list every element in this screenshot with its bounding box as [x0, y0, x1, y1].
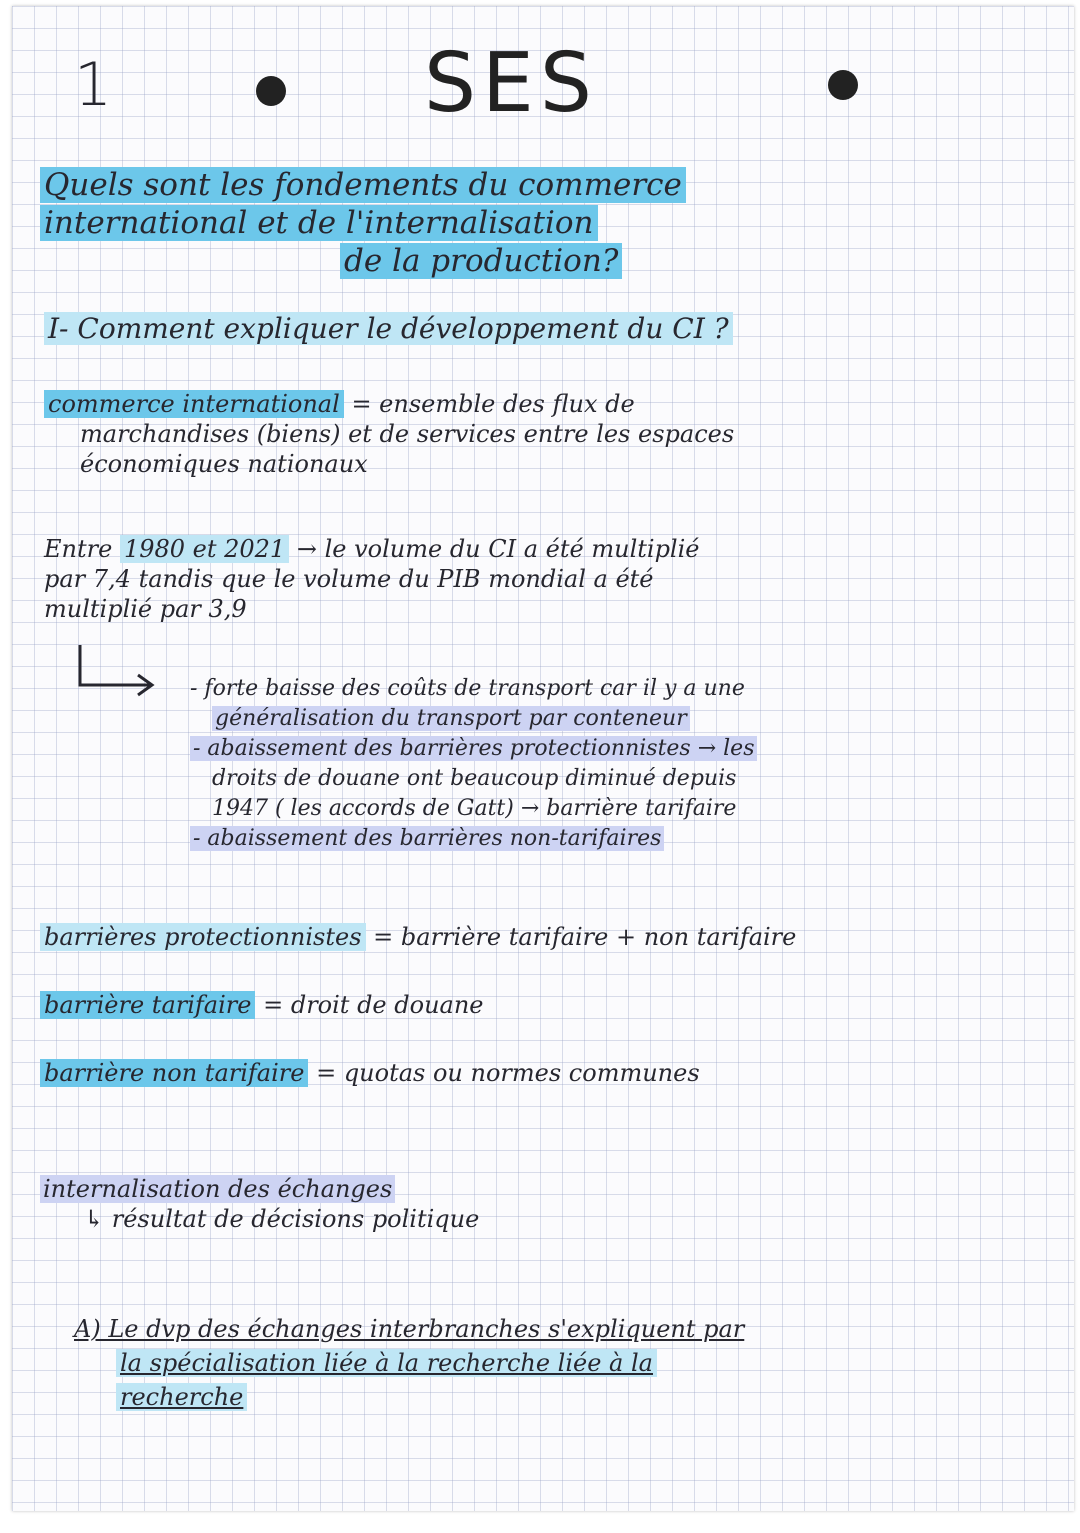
definition-ci-def-3: économiques nationaux: [80, 450, 368, 478]
definition-tarifaire: [40, 990, 484, 1020]
stats-period: 1980 et 2021: [120, 535, 289, 563]
definition-protectionnistes: [40, 922, 796, 952]
page-number: 1: [74, 50, 113, 120]
page-title: SES: [424, 36, 598, 131]
internalisation-result: ↳ résultat de décisions politique: [84, 1205, 480, 1233]
question-line-3: de la production?: [340, 243, 622, 279]
subsection-a-line-2: la spécialisation liée à la recherche liée à la: [116, 1349, 657, 1377]
cause-3: - abaissement des barrières non-tarifaires: [190, 826, 664, 851]
stats-paragraph: [44, 534, 700, 624]
internalisation-block: [40, 1174, 479, 1234]
section-heading: [44, 312, 733, 345]
definition-non-tarifaire: [40, 1058, 700, 1088]
section-heading-text: I- Comment expliquer le développement du CI ?: [44, 312, 733, 345]
main-question: [40, 166, 686, 280]
question-line-1: Quels sont les fondements du commerce: [40, 167, 686, 203]
definition-tarifaire-term: barrière tarifaire: [40, 991, 255, 1019]
definition-ci-term: commerce international: [44, 390, 344, 418]
subsection-a-line-3: recherche: [116, 1383, 247, 1411]
cause-2-c: 1947 ( les accords de Gatt) → barrière tarifaire: [212, 796, 737, 821]
binder-hole-right: [828, 70, 858, 100]
stats-text-3: multiplié par 3,9: [44, 595, 247, 623]
definition-ci: [44, 389, 734, 479]
internalisation-term: internalisation des échanges: [40, 1175, 395, 1203]
definition-tarifaire-def: = droit de douane: [263, 991, 484, 1019]
definition-non-tarifaire-def: = quotas ou normes communes: [316, 1059, 700, 1087]
definition-protectionnistes-def: = barrière tarifaire + non tarifaire: [373, 923, 797, 951]
definition-ci-def-2: marchandises (biens) et de services entre les espaces: [80, 420, 735, 448]
definition-non-tarifaire-term: barrière non tarifaire: [40, 1059, 308, 1087]
subsection-a-line-1: A) Le dvp des échanges interbranches s'expliquent par: [74, 1315, 745, 1343]
stats-text-2: par 7,4 tandis que le volume du PIB mondial a été: [44, 565, 654, 593]
binder-hole-left: [256, 76, 286, 106]
cause-1-b: généralisation du transport par conteneur: [212, 706, 690, 731]
cause-2-a: - abaissement des barrières protectionnistes → les: [190, 736, 757, 761]
cause-2-b: droits de douane ont beaucoup diminué depuis: [212, 766, 737, 791]
definition-protectionnistes-term: barrières protectionnistes: [40, 923, 366, 951]
question-line-2: international et de l'internalisation: [40, 205, 598, 241]
stats-intro: Entre: [44, 535, 113, 563]
definition-ci-def-1: = ensemble des flux de: [351, 390, 635, 418]
causes-list: [190, 674, 757, 854]
cause-1-a: - forte baisse des coûts de transport car il y a une: [190, 676, 745, 701]
subsection-a: [74, 1312, 744, 1414]
corner-arrow-icon: [72, 641, 162, 701]
notebook-page: [12, 6, 1074, 1511]
stats-text-1: → le volume du CI a été multiplié: [296, 535, 700, 563]
